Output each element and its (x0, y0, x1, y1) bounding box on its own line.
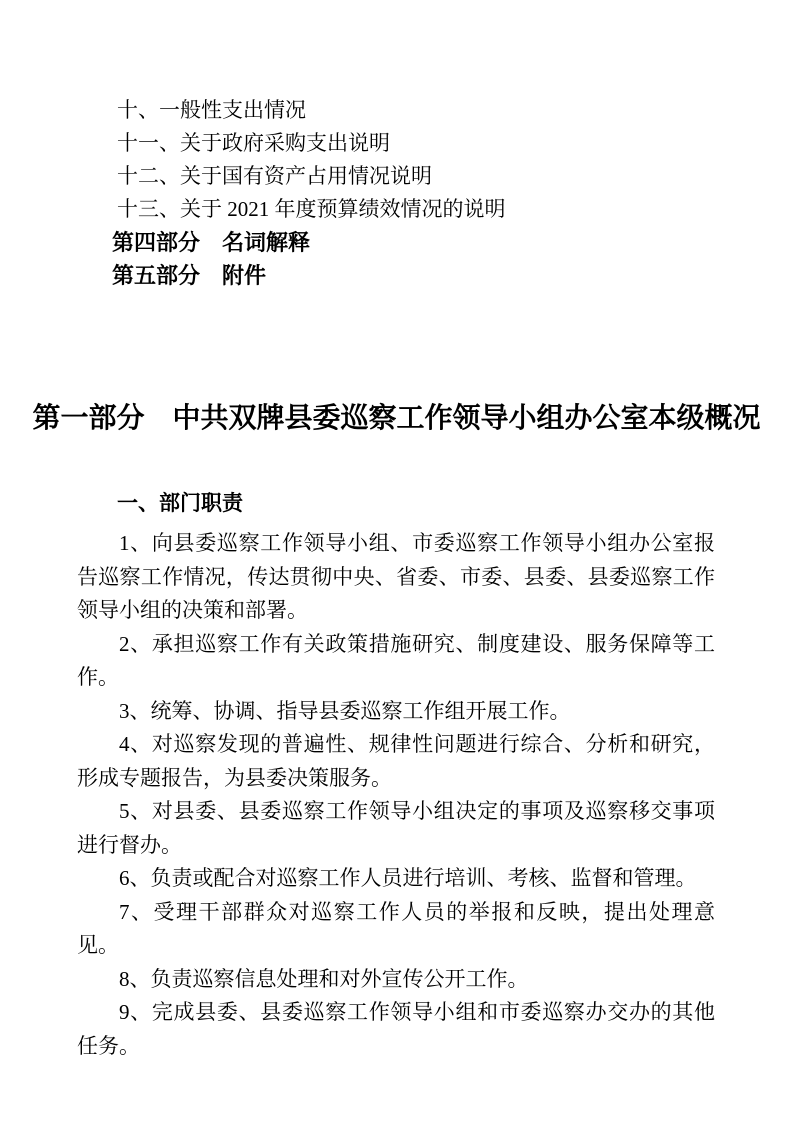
toc-item: 十一、关于政府采购支出说明 (117, 131, 390, 155)
section-body (77, 527, 715, 1063)
paragraph: 6、负责或配合对巡察工作人员进行培训、考核、监督和管理。 (119, 866, 697, 890)
paragraph: 4、对巡察发现的普遍性、规律性问题进行综合、分析和研究，形成专题报告，为县委决策服务。 (77, 732, 715, 790)
table-of-contents (112, 0, 793, 292)
toc-part-heading: 第四部分 名词解释 (112, 230, 311, 255)
subsection-heading: 一、部门职责 (117, 491, 243, 515)
paragraph: 9、完成县委、县委巡察工作领导小组和市委巡察办交办的其他任务。 (77, 1000, 715, 1058)
paragraph: 5、对县委、县委巡察工作领导小组决定的事项及巡察移交事项进行督办。 (77, 799, 715, 857)
paragraph: 2、承担巡察工作有关政策措施研究、制度建设、服务保障等工作。 (77, 631, 715, 689)
paragraph: 3、统筹、协调、指导县委巡察工作组开展工作。 (119, 698, 571, 723)
toc-item: 十二、关于国有资产占用情况说明 (117, 164, 432, 188)
paragraph: 8、负责巡察信息处理和对外宣传公开工作。 (119, 966, 529, 991)
toc-part-heading: 第五部分 附件 (112, 263, 267, 288)
paragraph: 1、向县委巡察工作领导小组、市委巡察工作领导小组办公室报告巡察工作情况，传达贯彻中央、省委、市委、县委、县委巡察工作领导小组的决策和部署。 (77, 531, 715, 622)
section-title: 第一部分 中共双牌县委巡察工作领导小组办公室本级概况 (32, 403, 761, 434)
toc-item: 十三、关于 2021 年度预算绩效情况的说明 (117, 197, 506, 221)
paragraph: 7、受理干部群众对巡察工作人员的举报和反映，提出处理意见。 (77, 899, 715, 957)
toc-item: 十、一般性支出情况 (117, 98, 306, 122)
